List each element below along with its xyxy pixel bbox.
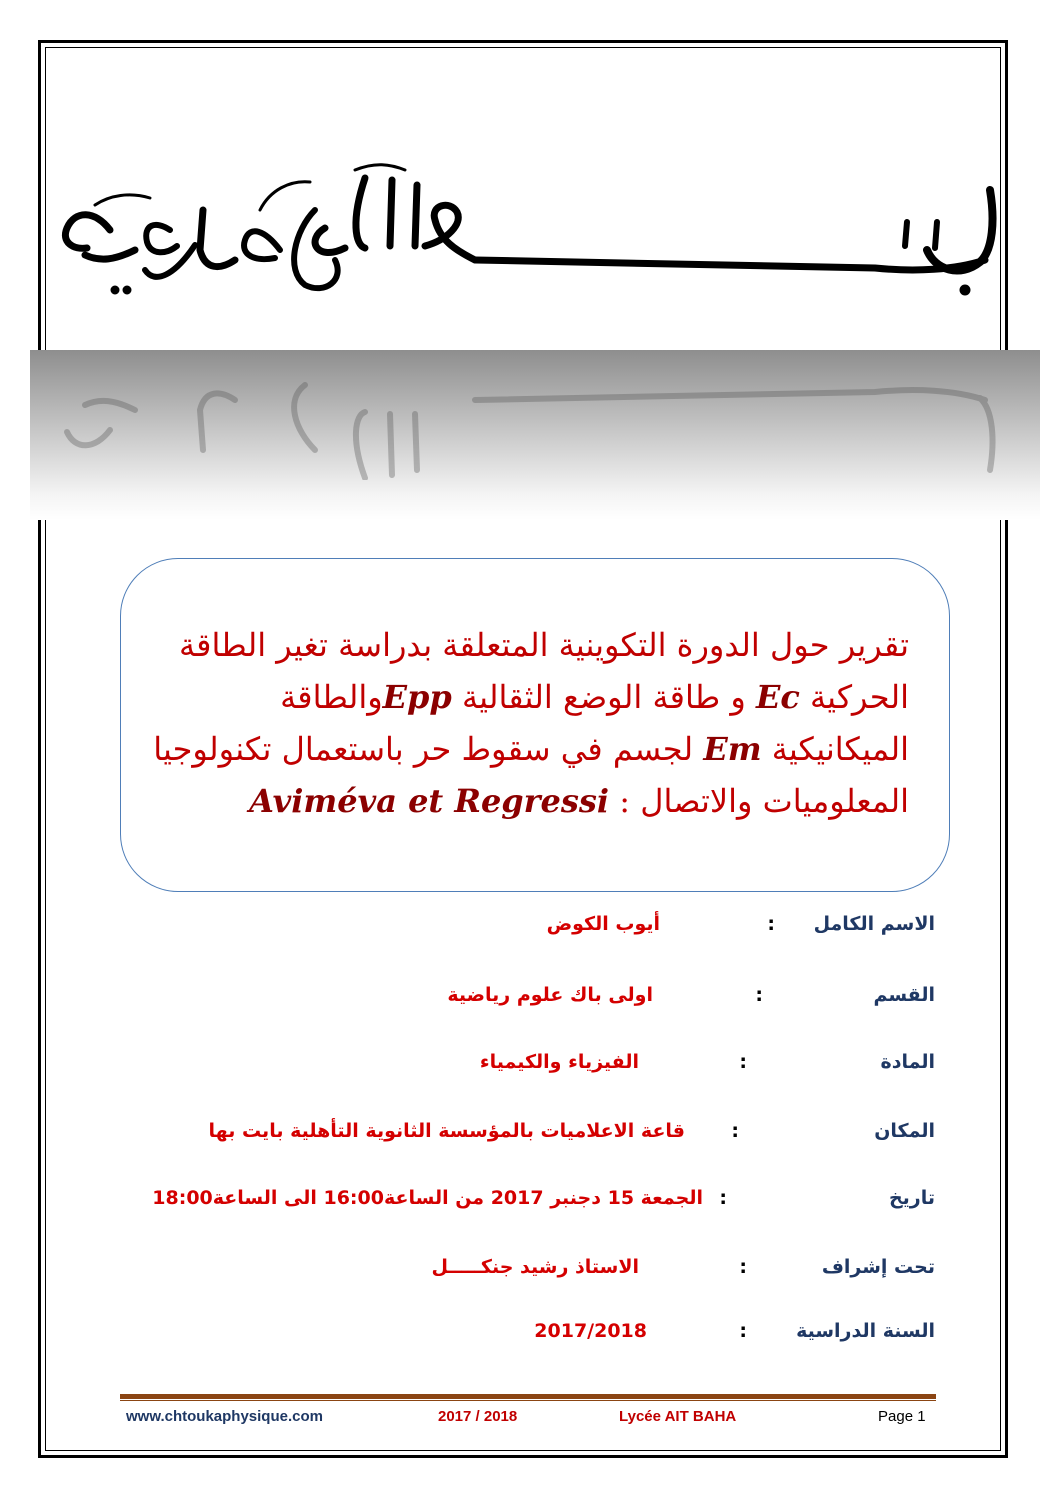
info-row-place (120, 1120, 935, 1160)
footer-page-number: Page 1 (878, 1408, 926, 1425)
info-row-class (120, 984, 935, 1024)
report-title (149, 619, 909, 827)
title-line-3-text-a: الميكانيكية (761, 730, 909, 768)
info-row-date (120, 1187, 935, 1227)
year-label: السنة الدراسية (796, 1320, 935, 1342)
info-row-name (120, 913, 935, 953)
subject-label: المادة (880, 1051, 935, 1073)
footer-school: Lycée AIT BAHA (619, 1408, 737, 1425)
footer-website: www.chtoukaphysique.com (126, 1408, 323, 1425)
footer-year: 2017 / 2018 (438, 1408, 518, 1425)
epp-symbol: Epp (382, 678, 452, 716)
title-line-1-text: تقرير حول الدورة التكوينية المتعلقة بدراسة تغير الطاقة (179, 626, 909, 664)
supervisor-colon: : (739, 1256, 747, 1278)
name-value: أيوب الكوض (546, 913, 660, 935)
ec-symbol: Ec (755, 678, 800, 716)
title-line-2 (149, 671, 909, 723)
year-value: 2017/2018 (534, 1320, 647, 1342)
em-symbol: Em (703, 730, 762, 768)
title-line-3 (149, 723, 909, 775)
subject-colon: : (739, 1051, 747, 1073)
title-line-2-text-b: و طاقة الوضع الثقالية (451, 678, 756, 716)
class-label: القسم (873, 984, 935, 1006)
title-line-2-text-a: الحركية (799, 678, 909, 716)
place-colon: : (731, 1120, 739, 1142)
supervisor-label: تحت إشراف (821, 1256, 935, 1278)
report-title-box (120, 558, 950, 892)
subject-value: الفيزياء والكيمياء (479, 1051, 639, 1073)
title-line-4 (149, 775, 909, 827)
footer-rule-thick (120, 1394, 936, 1399)
name-colon: : (767, 913, 775, 935)
name-label: الاسم الكامل (813, 913, 935, 935)
date-label: تاريخ (888, 1187, 935, 1209)
class-colon: : (755, 984, 763, 1006)
year-colon: : (739, 1320, 747, 1342)
place-label: المكان (874, 1120, 935, 1142)
footer-rule-thin (120, 1400, 936, 1401)
bismillah-calligraphy (55, 150, 1005, 300)
title-line-4-text: المعلوميات والاتصال : (609, 782, 909, 820)
title-line-2-text-c: والطاقة (280, 678, 383, 716)
title-line-1 (149, 619, 909, 671)
info-row-year (120, 1320, 935, 1360)
calligraphy-reflection (30, 350, 1040, 520)
software-names: Aviméva et Regressi (249, 782, 610, 820)
place-value: قاعة الاعلاميات بالمؤسسة الثانوية التأهلية بايت بها (208, 1120, 685, 1142)
title-line-3-text-b: لجسم في سقوط حر باستعمال تكنولوجيا (153, 730, 704, 768)
date-colon: : (719, 1187, 727, 1209)
info-row-supervisor (120, 1256, 935, 1296)
date-value: الجمعة 15 دجنبر 2017 من الساعة16:00 الى الساعة18:00 (152, 1187, 703, 1209)
supervisor-value: الاستاذ رشيد جنكـــــل (431, 1256, 639, 1278)
info-row-subject (120, 1051, 935, 1091)
class-value: اولى باك علوم رياضية (447, 984, 653, 1006)
